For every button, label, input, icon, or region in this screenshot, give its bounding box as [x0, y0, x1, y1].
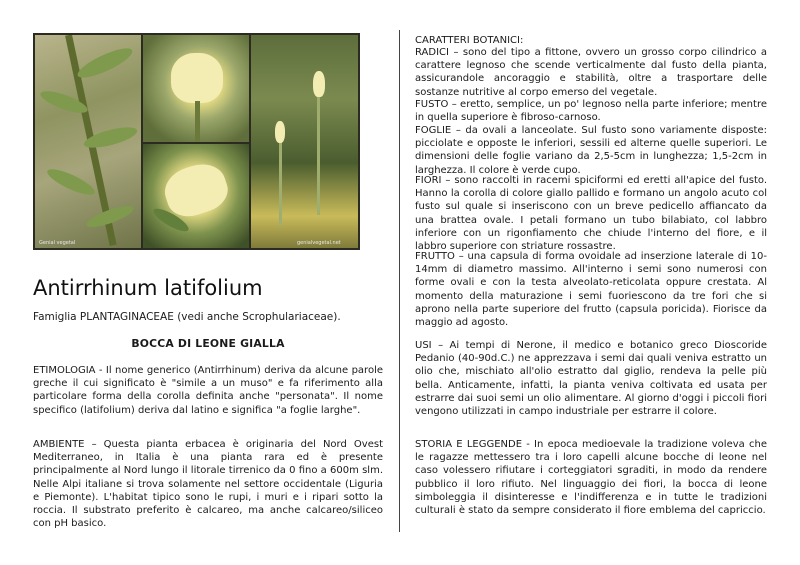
storia-paragraph: STORIA E LEGGENDE - In epoca medioevale la tradizione voleva che le ragazze mettessero tra i loro capelli alcune bocche di leone nel caso volessero rifiutare i corteggiatori sgraditi, in modo da rendere pubblico il loro rifiuto. Nel linguaggio dei fiori, la bocca di leone simboleggia il disinteresse e l'indifferenza e in tutte le tradizioni culturali è stato da sempre considerato il fiore emblema del capriccio.	[415, 439, 767, 517]
radici-paragraph: RADICI – sono del tipo a fittone, ovvero un grosso corpo cilindrico a carattere legnoso che scende verticalmente dal fusto della pianta, assicurandole ancoraggio e stabilità, oltre a trasportare delle sostanze nutritive al corpo emerso del vegetale.	[415, 47, 767, 98]
flower-closeup-photo-top	[143, 35, 249, 142]
foglie-paragraph: FOGLIE – da ovali a lanceolate. Sul fusto sono variamente disposte: picciolate e opposte le inferiori, sessili ed alterne quelle superiori. Le dimensioni delle foglie variano da 2,5-5cm in lunghezza; 1,5-2cm in larghezza. Il colore è verde cupo.	[415, 125, 767, 176]
etimologia-paragraph: ETIMOLOGIA - Il nome generico (Antirrhinum) deriva da alcune parole greche il cui significato è "simile a un muso" e fa riferimento alla particolare forma della corolla definita anche "personata". Il nome specifico (latifolium) deriva dal latino e significa "a foglie larghe".	[33, 365, 383, 416]
photo-credit-right: genialvegetal.net	[297, 240, 341, 246]
common-name-heading: BOCCA DI LEONE GIALLA	[131, 337, 285, 350]
frutto-paragraph: FRUTTO – una capsula di forma ovoidale ad inserzione laterale di 10-14mm di diametro massimo. All'interno i semi sono numerosi con forme ovali e con la testa alveolato-reticolata oppure crestata. Al momento della maturazione i semi fuoriescono da tre fori che si aprono nella parte superiore del frutto (capsula poricida). Fiorisce da maggio ad agosto.	[415, 251, 767, 329]
family-line: Famiglia PLANTAGINACEAE (vedi anche Scrophulariaceae).	[33, 311, 341, 323]
fusto-paragraph: FUSTO – eretto, semplice, un po' legnoso nella parte inferiore; mentre in quella superiore è fibroso-carnoso.	[415, 99, 767, 124]
caratteri-heading: CARATTERI BOTANICI:	[415, 35, 524, 46]
plant-habitat-photo	[251, 35, 358, 248]
fiori-paragraph: FIORI – sono raccolti in racemi spiciformi ed eretti all'apice del fusto. Hanno la corolla di colore giallo pallido e formano un angolo acuto col fusto sul quale si inseriscono con un breve pedicello affiancato da una brattea ovale. I petali formano un tubo bilabiato, col labbro inferiore con un rigonfiamento che chiude l'interno del fiore, e il labbro superiore con striature rossastre.	[415, 175, 767, 253]
usi-paragraph: USI – Ai tempi di Nerone, il medico e botanico greco Dioscoride Pedanio (40-90d.C.) ne apprezzava i semi dai quali veniva estratto un olio che, mischiato all'olio estratto dal giglio, rendeva la pelle più bella. Anticamente, infatti, la pianta veniva coltivata ed usata per estrarre dai suoi semi un olio alimentare. Al giorno d'oggi i piccoli fiori vengono utilizzati in campo industriale per estrarre il colore.	[415, 340, 767, 418]
flower-closeup-photo-bottom	[143, 144, 249, 248]
photo-strip	[33, 33, 360, 250]
ambiente-paragraph: AMBIENTE – Questa pianta erbacea è originaria del Nord Ovest Mediterraneo, in Italia è una pianta rara ed è presente principalmente al Nord lungo il litorale tirrenico da 0 fino a 600m slm. Nelle Alpi italiane si trova solamente nel settore occidentale (Liguria e Piemonte). L'habitat tipico sono le rupi, i muri e i ripari sotto la roccia. Il substrato preferito è calcareo, ma anche calcareo/siliceo con pH basico.	[33, 439, 383, 530]
species-title: Antirrhinum latifolium	[33, 276, 263, 300]
column-divider	[399, 30, 400, 532]
photo-credit-left: Genial vegetal	[39, 240, 76, 246]
stem-leaves-photo	[35, 35, 141, 248]
